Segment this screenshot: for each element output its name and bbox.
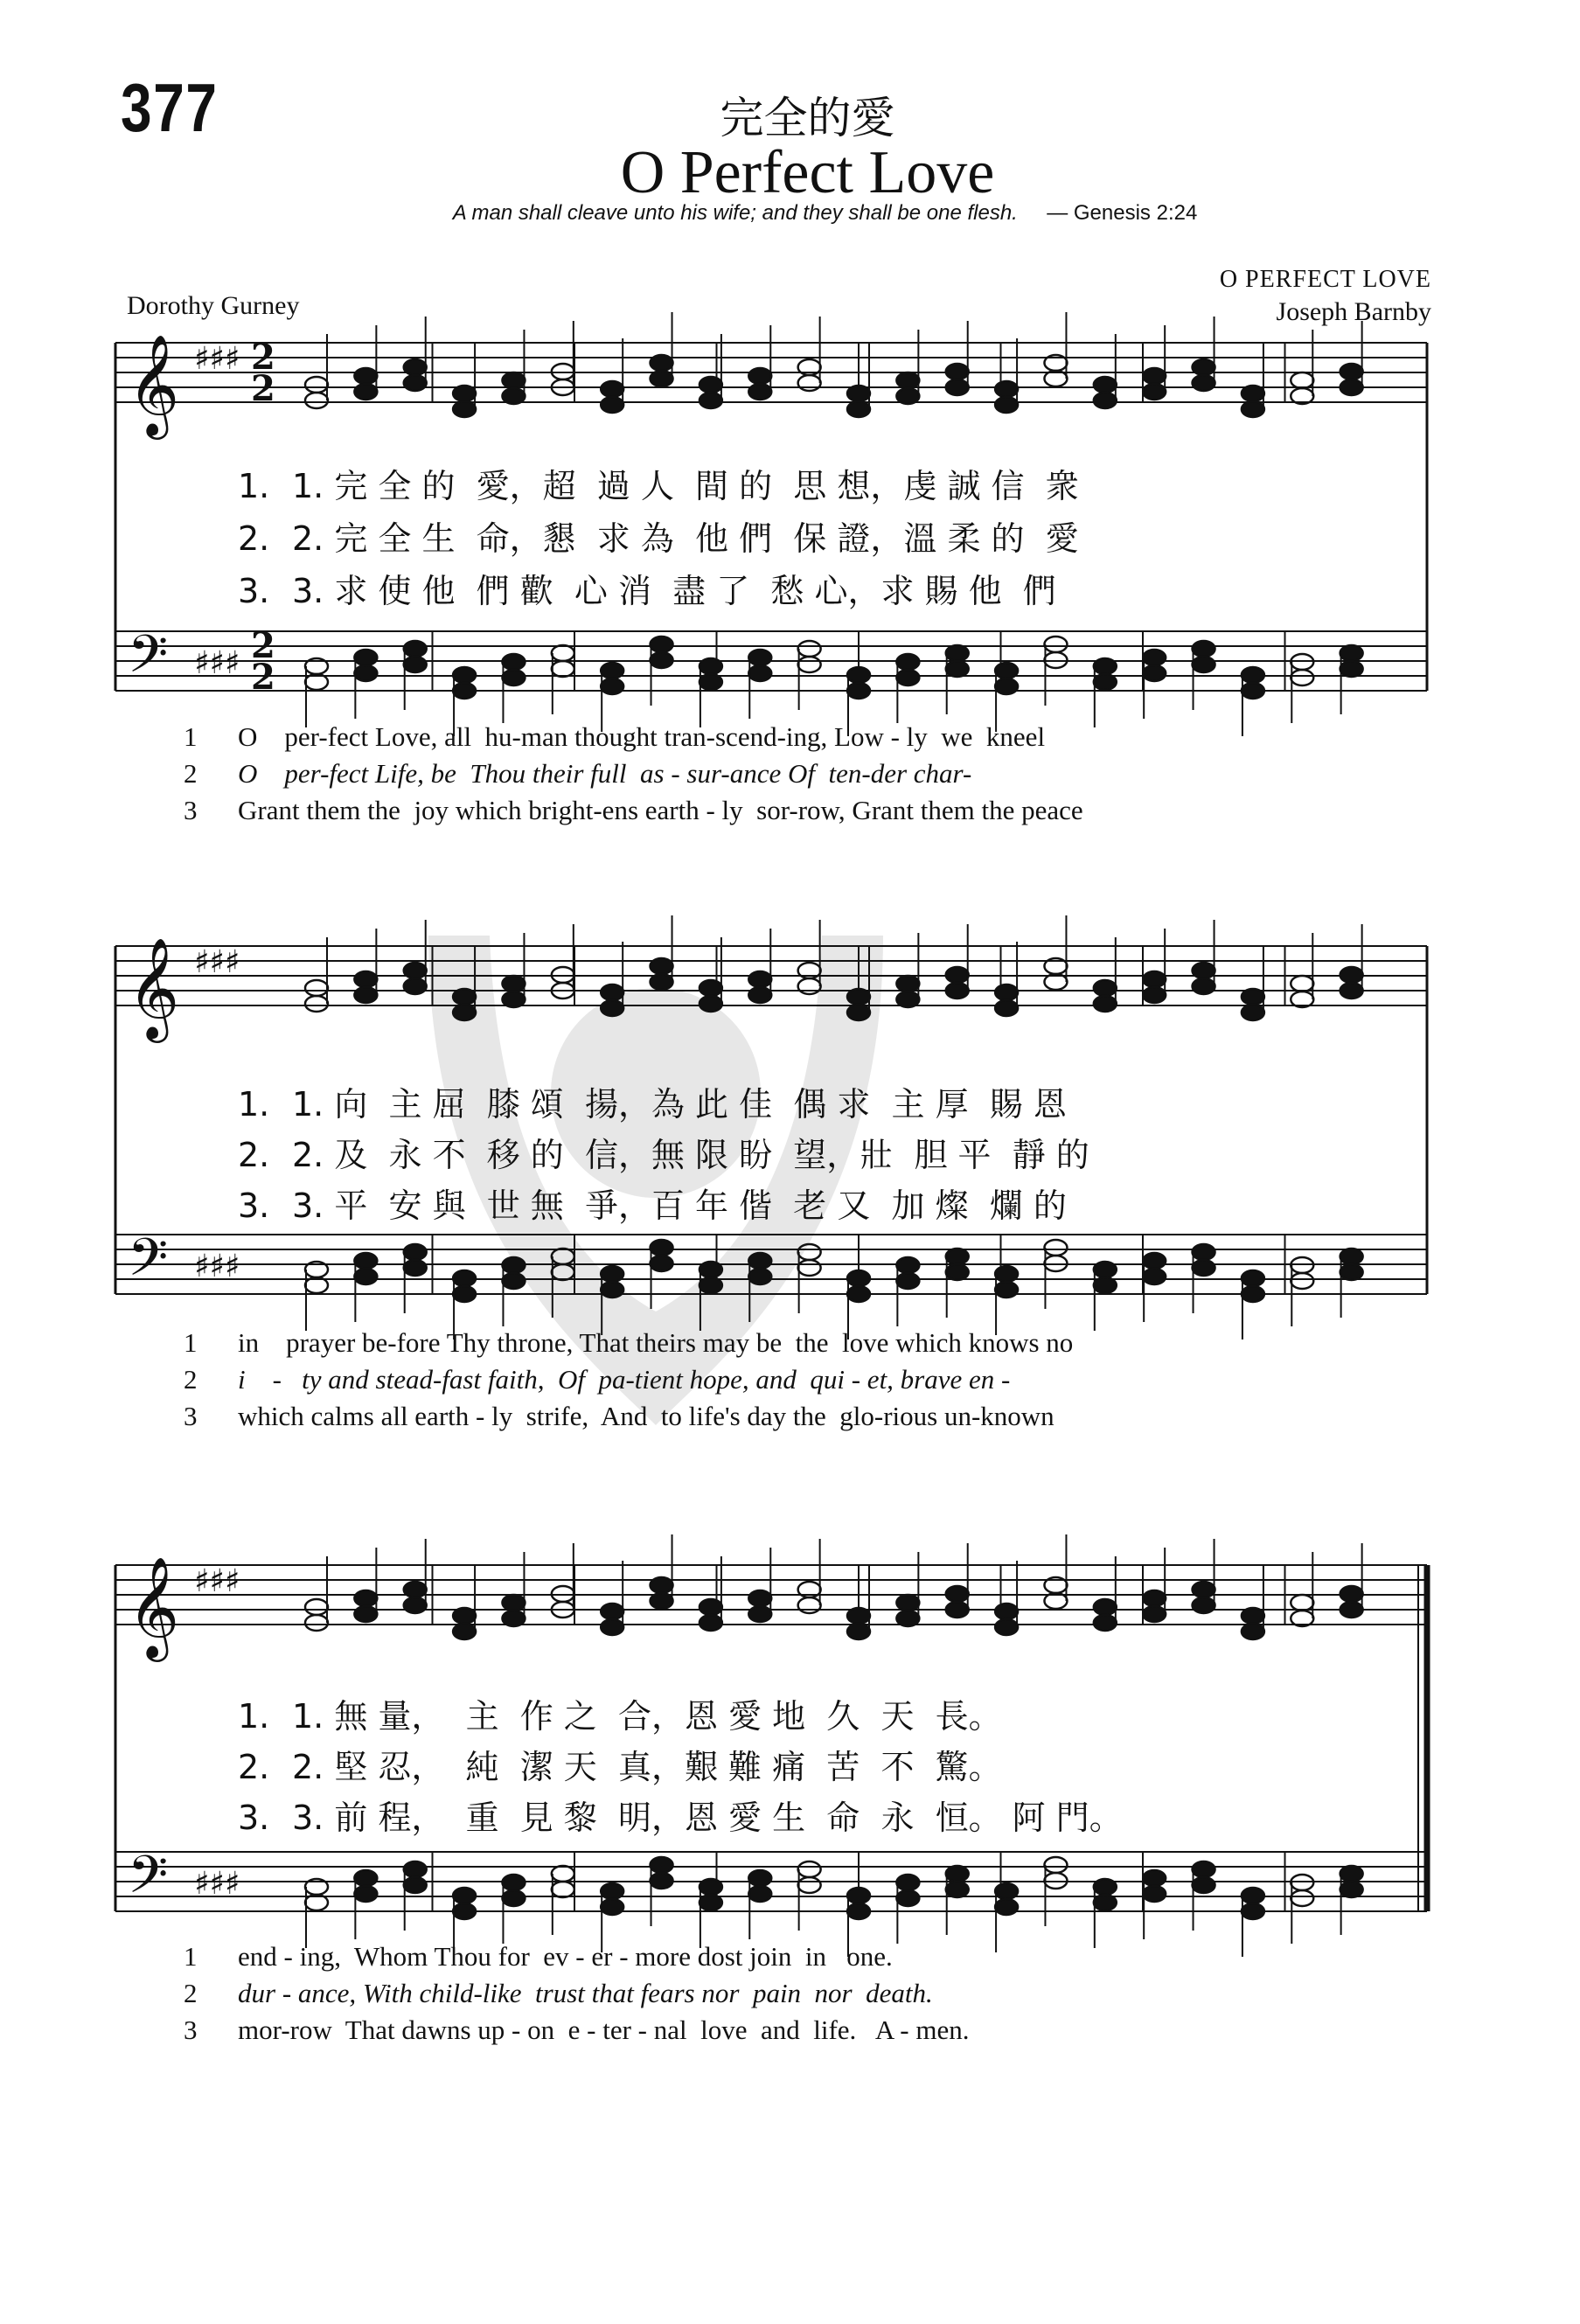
- note-head: [552, 1249, 574, 1264]
- note-head: [896, 388, 919, 404]
- time-signature: 2: [251, 657, 275, 698]
- note-head: [798, 1877, 821, 1893]
- note-head: [847, 386, 870, 401]
- note-head: [404, 641, 427, 657]
- note-head: [1340, 1866, 1363, 1882]
- epigraph-quote: A man shall cleave unto his wife; and they shall be one flesh.: [452, 201, 1018, 225]
- note-head: [946, 1249, 969, 1264]
- lyrics-cn-s1-v2: 2. 2. 完 全 生 命，懇 求 為 他 們 保 證，溫 柔 的 愛: [238, 519, 1079, 558]
- note-head: [995, 663, 1018, 678]
- note-head: [946, 364, 969, 379]
- note-head: [404, 1260, 427, 1276]
- note-head: [748, 384, 771, 400]
- note-head: [552, 1866, 574, 1882]
- note-head: [1094, 996, 1117, 1012]
- note-head: [601, 1604, 623, 1619]
- lyrics-cn-s2-v1: 1. 1. 向 主 屈 膝 頌 揚，為 此 佳 偶 求 主 厚 賜 恩: [238, 1085, 1067, 1124]
- note-head: [748, 987, 771, 1003]
- note-head: [946, 379, 969, 395]
- lyrics-en-s1-v3: 3 Grant them the joy which bright-ens earth - ly sor-row, Grant them the peace: [184, 795, 1083, 825]
- note-head: [502, 388, 525, 404]
- composer: Joseph Barnby: [1276, 297, 1431, 326]
- note-head: [1193, 375, 1215, 391]
- lyrics-cn-s3-v1: 1. 1. 無 量， 主 作 之 合，恩 愛 地 久 天 長。: [238, 1697, 1002, 1736]
- note-head: [354, 384, 377, 400]
- treble-clef: 𝄞: [128, 1555, 180, 1658]
- note-head: [354, 1886, 377, 1902]
- note-head: [1094, 1895, 1117, 1910]
- note-head: [896, 1273, 919, 1289]
- treble-clef: 𝄞: [128, 936, 180, 1039]
- note-head: [453, 1270, 476, 1286]
- note-head: [1143, 1590, 1166, 1606]
- note-head: [748, 1253, 771, 1269]
- note-head: [896, 1595, 919, 1611]
- note-head: [700, 1879, 722, 1895]
- note-head: [1242, 683, 1264, 699]
- note-head: [1094, 1262, 1117, 1277]
- note-head: [453, 1888, 476, 1903]
- note-head: [502, 670, 525, 685]
- note-head: [1291, 670, 1313, 685]
- note-head: [453, 386, 476, 401]
- note-head: [305, 996, 328, 1012]
- epigraph-source: — Genesis 2:24: [1047, 201, 1198, 225]
- bass-clef: 𝄢: [128, 623, 169, 697]
- note-head: [502, 372, 525, 388]
- note-head: [1094, 1879, 1117, 1895]
- note-head: [1242, 1888, 1264, 1903]
- note-head: [502, 1273, 525, 1289]
- note-head: [502, 992, 525, 1007]
- note-head: [700, 1262, 722, 1277]
- note-head: [601, 1282, 623, 1298]
- note-head: [847, 1888, 870, 1903]
- note-head: [748, 1590, 771, 1606]
- note-head: [847, 1270, 870, 1286]
- note-head: [1242, 386, 1264, 401]
- note-head: [798, 657, 821, 672]
- note-head: [1044, 637, 1067, 652]
- note-head: [1143, 665, 1166, 681]
- note-head: [651, 974, 673, 990]
- note-head: [1242, 1005, 1264, 1020]
- note-head: [995, 1000, 1018, 1016]
- note-head: [601, 381, 623, 397]
- note-head: [1340, 661, 1363, 677]
- note-head: [651, 1873, 673, 1889]
- note-head: [502, 1890, 525, 1906]
- note-head: [552, 661, 574, 677]
- note-head: [995, 1604, 1018, 1619]
- note-head: [453, 989, 476, 1005]
- note-head: [404, 375, 427, 391]
- note-head: [1340, 1602, 1363, 1618]
- note-head: [1340, 1882, 1363, 1897]
- note-head: [700, 377, 722, 393]
- note-head: [354, 971, 377, 987]
- key-signature: ♯♯♯: [194, 1563, 240, 1599]
- note-head: [453, 1608, 476, 1624]
- lyrics-cn-s2-v3: 3. 3. 平 安 與 世 無 爭，百 年 偕 老 又 加 燦 爛 的: [238, 1186, 1067, 1225]
- note-head: [1193, 657, 1215, 672]
- bass-clef: 𝄢: [128, 1227, 169, 1300]
- note-head: [896, 976, 919, 992]
- note-head: [453, 683, 476, 699]
- note-head: [896, 372, 919, 388]
- note-head: [700, 1895, 722, 1910]
- title-chinese: 完全的愛: [720, 93, 895, 143]
- note-head: [1291, 1595, 1313, 1611]
- note-head: [748, 665, 771, 681]
- note-head: [651, 652, 673, 668]
- note-head: [748, 971, 771, 987]
- note-head: [404, 978, 427, 994]
- note-head: [1340, 645, 1363, 661]
- note-head: [995, 678, 1018, 694]
- note-head: [748, 1870, 771, 1886]
- note-head: [1242, 1624, 1264, 1639]
- note-head: [896, 1875, 919, 1890]
- note-head: [502, 654, 525, 670]
- lyrics-en-s2-v2: 2 i - ty and stead-fast faith, Of pa-tient hope, and qui - et, brave en -: [184, 1364, 1011, 1395]
- note-head: [404, 657, 427, 672]
- note-head: [1291, 1890, 1313, 1906]
- lyrics-en-s3-v3: 3 mor-row That dawns up - on e - ter - nal love and life. A - men.: [184, 2014, 970, 2045]
- note-head: [847, 667, 870, 683]
- author: Dorothy Gurney: [127, 291, 300, 320]
- note-head: [354, 368, 377, 384]
- note-head: [1242, 1270, 1264, 1286]
- note-head: [995, 1899, 1018, 1915]
- note-head: [896, 1257, 919, 1273]
- note-head: [995, 985, 1018, 1000]
- note-head: [1193, 1877, 1215, 1893]
- note-head: [847, 1608, 870, 1624]
- key-signature: ♯♯♯: [194, 341, 240, 377]
- note-head: [552, 645, 574, 661]
- note-head: [1094, 658, 1117, 674]
- note-head: [1094, 1277, 1117, 1293]
- note-head: [453, 401, 476, 417]
- bass-clef: 𝄢: [128, 1844, 169, 1917]
- note-head: [601, 663, 623, 678]
- note-head: [404, 1582, 427, 1597]
- note-head: [1044, 1240, 1067, 1256]
- note-head: [748, 1886, 771, 1902]
- note-head: [1143, 1269, 1166, 1284]
- note-head: [552, 1264, 574, 1280]
- key-signature: ♯♯♯: [194, 1249, 240, 1284]
- note-head: [404, 359, 427, 375]
- note-head: [798, 978, 821, 994]
- time-signature: 2: [251, 368, 275, 409]
- note-head: [700, 996, 722, 1012]
- note-head: [651, 637, 673, 652]
- note-head: [847, 989, 870, 1005]
- lyrics-cn-s1-v3: 3. 3. 求 使 他 們 歡 心 消 盡 了 愁 心，求 賜 他 們: [238, 572, 1056, 610]
- note-head: [995, 1282, 1018, 1298]
- note-head: [651, 1577, 673, 1593]
- note-head: [946, 1264, 969, 1280]
- note-head: [1193, 1244, 1215, 1260]
- note-head: [798, 375, 821, 391]
- note-head: [1340, 1586, 1363, 1602]
- note-head: [896, 1611, 919, 1626]
- note-head: [1340, 379, 1363, 395]
- note-head: [847, 1286, 870, 1302]
- note-head: [354, 650, 377, 665]
- note-head: [1242, 989, 1264, 1005]
- note-head: [896, 992, 919, 1007]
- note-head: [404, 1861, 427, 1877]
- note-head: [404, 1877, 427, 1893]
- lyrics-en-s2-v1: 1 in prayer be-fore Thy throne, That theirs may be the love which knows no: [184, 1327, 1074, 1358]
- note-head: [404, 1244, 427, 1260]
- lyrics-cn-s3-v3: 3. 3. 前 程， 重 見 黎 明，恩 愛 生 命 永 恒。 阿 門。: [238, 1799, 1123, 1837]
- note-head: [1291, 372, 1313, 388]
- note-head: [601, 985, 623, 1000]
- note-head: [995, 397, 1018, 413]
- key-signature: ♯♯♯: [194, 645, 240, 681]
- note-head: [748, 368, 771, 384]
- note-head: [1143, 1253, 1166, 1269]
- lyrics-en-s2-v3: 3 which calms all earth - ly strife, And to life's day the glo-rious un-known: [184, 1401, 1054, 1431]
- note-head: [700, 674, 722, 690]
- lyrics-cn-s2-v2: 2. 2. 及 永 不 移 的 信，無 限 盼 望，壯 胆 平 靜 的: [238, 1136, 1089, 1174]
- note-head: [305, 393, 328, 408]
- note-head: [1143, 1870, 1166, 1886]
- note-head: [995, 1619, 1018, 1635]
- hymn-number: 377: [121, 69, 219, 146]
- note-head: [946, 1866, 969, 1882]
- key-signature: ♯♯♯: [194, 944, 240, 980]
- lyrics-cn-s3-v2: 2. 2. 堅 忍， 純 潔 天 真，艱 難 痛 苦 不 驚。: [238, 1748, 1002, 1786]
- note-head: [601, 397, 623, 413]
- note-head: [601, 1899, 623, 1915]
- note-head: [798, 1244, 821, 1260]
- note-head: [798, 1260, 821, 1276]
- note-head: [1143, 1606, 1166, 1622]
- time-signature: 2: [251, 625, 275, 666]
- key-signature: ♯♯♯: [194, 1866, 240, 1902]
- note-head: [700, 1599, 722, 1615]
- note-head: [896, 1890, 919, 1906]
- lyrics-cn-s1-v1: 1. 1. 完 全 的 愛，超 過 人 間 的 思 想，虔 誠 信 衆: [238, 467, 1079, 505]
- note-head: [404, 1597, 427, 1613]
- note-head: [1242, 1608, 1264, 1624]
- note-head: [847, 1903, 870, 1919]
- note-head: [1094, 1599, 1117, 1615]
- title-english: O Perfect Love: [620, 139, 995, 206]
- note-head: [1291, 976, 1313, 992]
- note-head: [453, 667, 476, 683]
- note-head: [1193, 359, 1215, 375]
- lyrics-en-s3-v1: 1 end - ing, Whom Thou for ev - er - more dost join in one.: [184, 1941, 893, 1972]
- note-head: [1143, 368, 1166, 384]
- note-head: [1340, 1264, 1363, 1280]
- note-head: [651, 1256, 673, 1271]
- note-head: [946, 983, 969, 998]
- note-head: [601, 1266, 623, 1282]
- note-head: [847, 1005, 870, 1020]
- tune-name: O PERFECT LOVE: [1219, 266, 1431, 293]
- note-head: [1094, 980, 1117, 996]
- note-head: [651, 355, 673, 371]
- note-head: [1242, 1903, 1264, 1919]
- note-head: [354, 1606, 377, 1622]
- note-head: [354, 987, 377, 1003]
- note-head: [946, 661, 969, 677]
- note-head: [847, 683, 870, 699]
- note-head: [748, 1269, 771, 1284]
- note-head: [354, 1269, 377, 1284]
- note-head: [700, 658, 722, 674]
- note-head: [748, 650, 771, 665]
- note-head: [700, 980, 722, 996]
- treble-clef: 𝄞: [128, 333, 180, 435]
- note-head: [1094, 674, 1117, 690]
- note-head: [1094, 377, 1117, 393]
- lyrics-en-s1-v1: 1 O per-fect Love, all hu-man thought tran-scend-ing, Low - ly we kneel: [184, 721, 1046, 752]
- note-head: [651, 371, 673, 386]
- note-head: [601, 1619, 623, 1635]
- note-head: [601, 1883, 623, 1899]
- note-head: [946, 967, 969, 983]
- note-head: [354, 665, 377, 681]
- note-head: [453, 1005, 476, 1020]
- note-head: [798, 1861, 821, 1877]
- note-head: [502, 1875, 525, 1890]
- note-head: [1193, 963, 1215, 978]
- note-head: [748, 1606, 771, 1622]
- note-head: [1340, 364, 1363, 379]
- note-head: [1143, 971, 1166, 987]
- note-head: [1340, 983, 1363, 998]
- note-head: [946, 1586, 969, 1602]
- note-head: [1044, 1857, 1067, 1873]
- note-head: [502, 976, 525, 992]
- note-head: [305, 377, 328, 393]
- note-head: [1193, 1861, 1215, 1877]
- note-head: [1143, 384, 1166, 400]
- note-head: [896, 670, 919, 685]
- note-head: [651, 1857, 673, 1873]
- note-head: [651, 1593, 673, 1609]
- note-head: [1193, 1260, 1215, 1276]
- note-head: [1340, 967, 1363, 983]
- note-head: [354, 1870, 377, 1886]
- note-head: [1193, 978, 1215, 994]
- note-head: [1143, 1886, 1166, 1902]
- note-head: [651, 958, 673, 974]
- note-head: [651, 1240, 673, 1256]
- note-head: [1193, 1597, 1215, 1613]
- note-head: [798, 1597, 821, 1613]
- note-head: [502, 1611, 525, 1626]
- note-head: [502, 1257, 525, 1273]
- note-head: [453, 1286, 476, 1302]
- note-head: [946, 1602, 969, 1618]
- note-head: [305, 1599, 328, 1615]
- note-head: [1193, 641, 1215, 657]
- time-signature: 2: [251, 337, 275, 378]
- note-head: [995, 381, 1018, 397]
- note-head: [700, 393, 722, 408]
- note-head: [404, 963, 427, 978]
- note-head: [995, 1883, 1018, 1899]
- note-head: [847, 1624, 870, 1639]
- note-head: [354, 1253, 377, 1269]
- note-head: [1242, 401, 1264, 417]
- note-head: [1143, 987, 1166, 1003]
- note-head: [1340, 1249, 1363, 1264]
- note-head: [946, 1882, 969, 1897]
- note-head: [1193, 1582, 1215, 1597]
- note-head: [1242, 1286, 1264, 1302]
- note-head: [1291, 1273, 1313, 1289]
- lyrics-en-s1-v2: 2 O per-fect Life, be Thou their full as - sur-ance Of ten-der char-: [184, 758, 972, 789]
- note-head: [995, 1266, 1018, 1282]
- note-head: [1143, 650, 1166, 665]
- lyrics-en-s3-v2: 2 dur - ance, With child-like trust that fears nor pain nor death.: [184, 1978, 933, 2008]
- note-head: [502, 1595, 525, 1611]
- note-head: [305, 980, 328, 996]
- note-head: [453, 1624, 476, 1639]
- note-head: [946, 645, 969, 661]
- note-head: [601, 678, 623, 694]
- note-head: [700, 1615, 722, 1631]
- note-head: [896, 654, 919, 670]
- note-head: [453, 1903, 476, 1919]
- note-head: [1242, 667, 1264, 683]
- note-head: [1094, 393, 1117, 408]
- note-head: [700, 1277, 722, 1293]
- note-head: [847, 401, 870, 417]
- note-head: [354, 1590, 377, 1606]
- note-head: [798, 641, 821, 657]
- note-head: [1094, 1615, 1117, 1631]
- note-head: [601, 1000, 623, 1016]
- note-head: [552, 1882, 574, 1897]
- note-head: [305, 1615, 328, 1631]
